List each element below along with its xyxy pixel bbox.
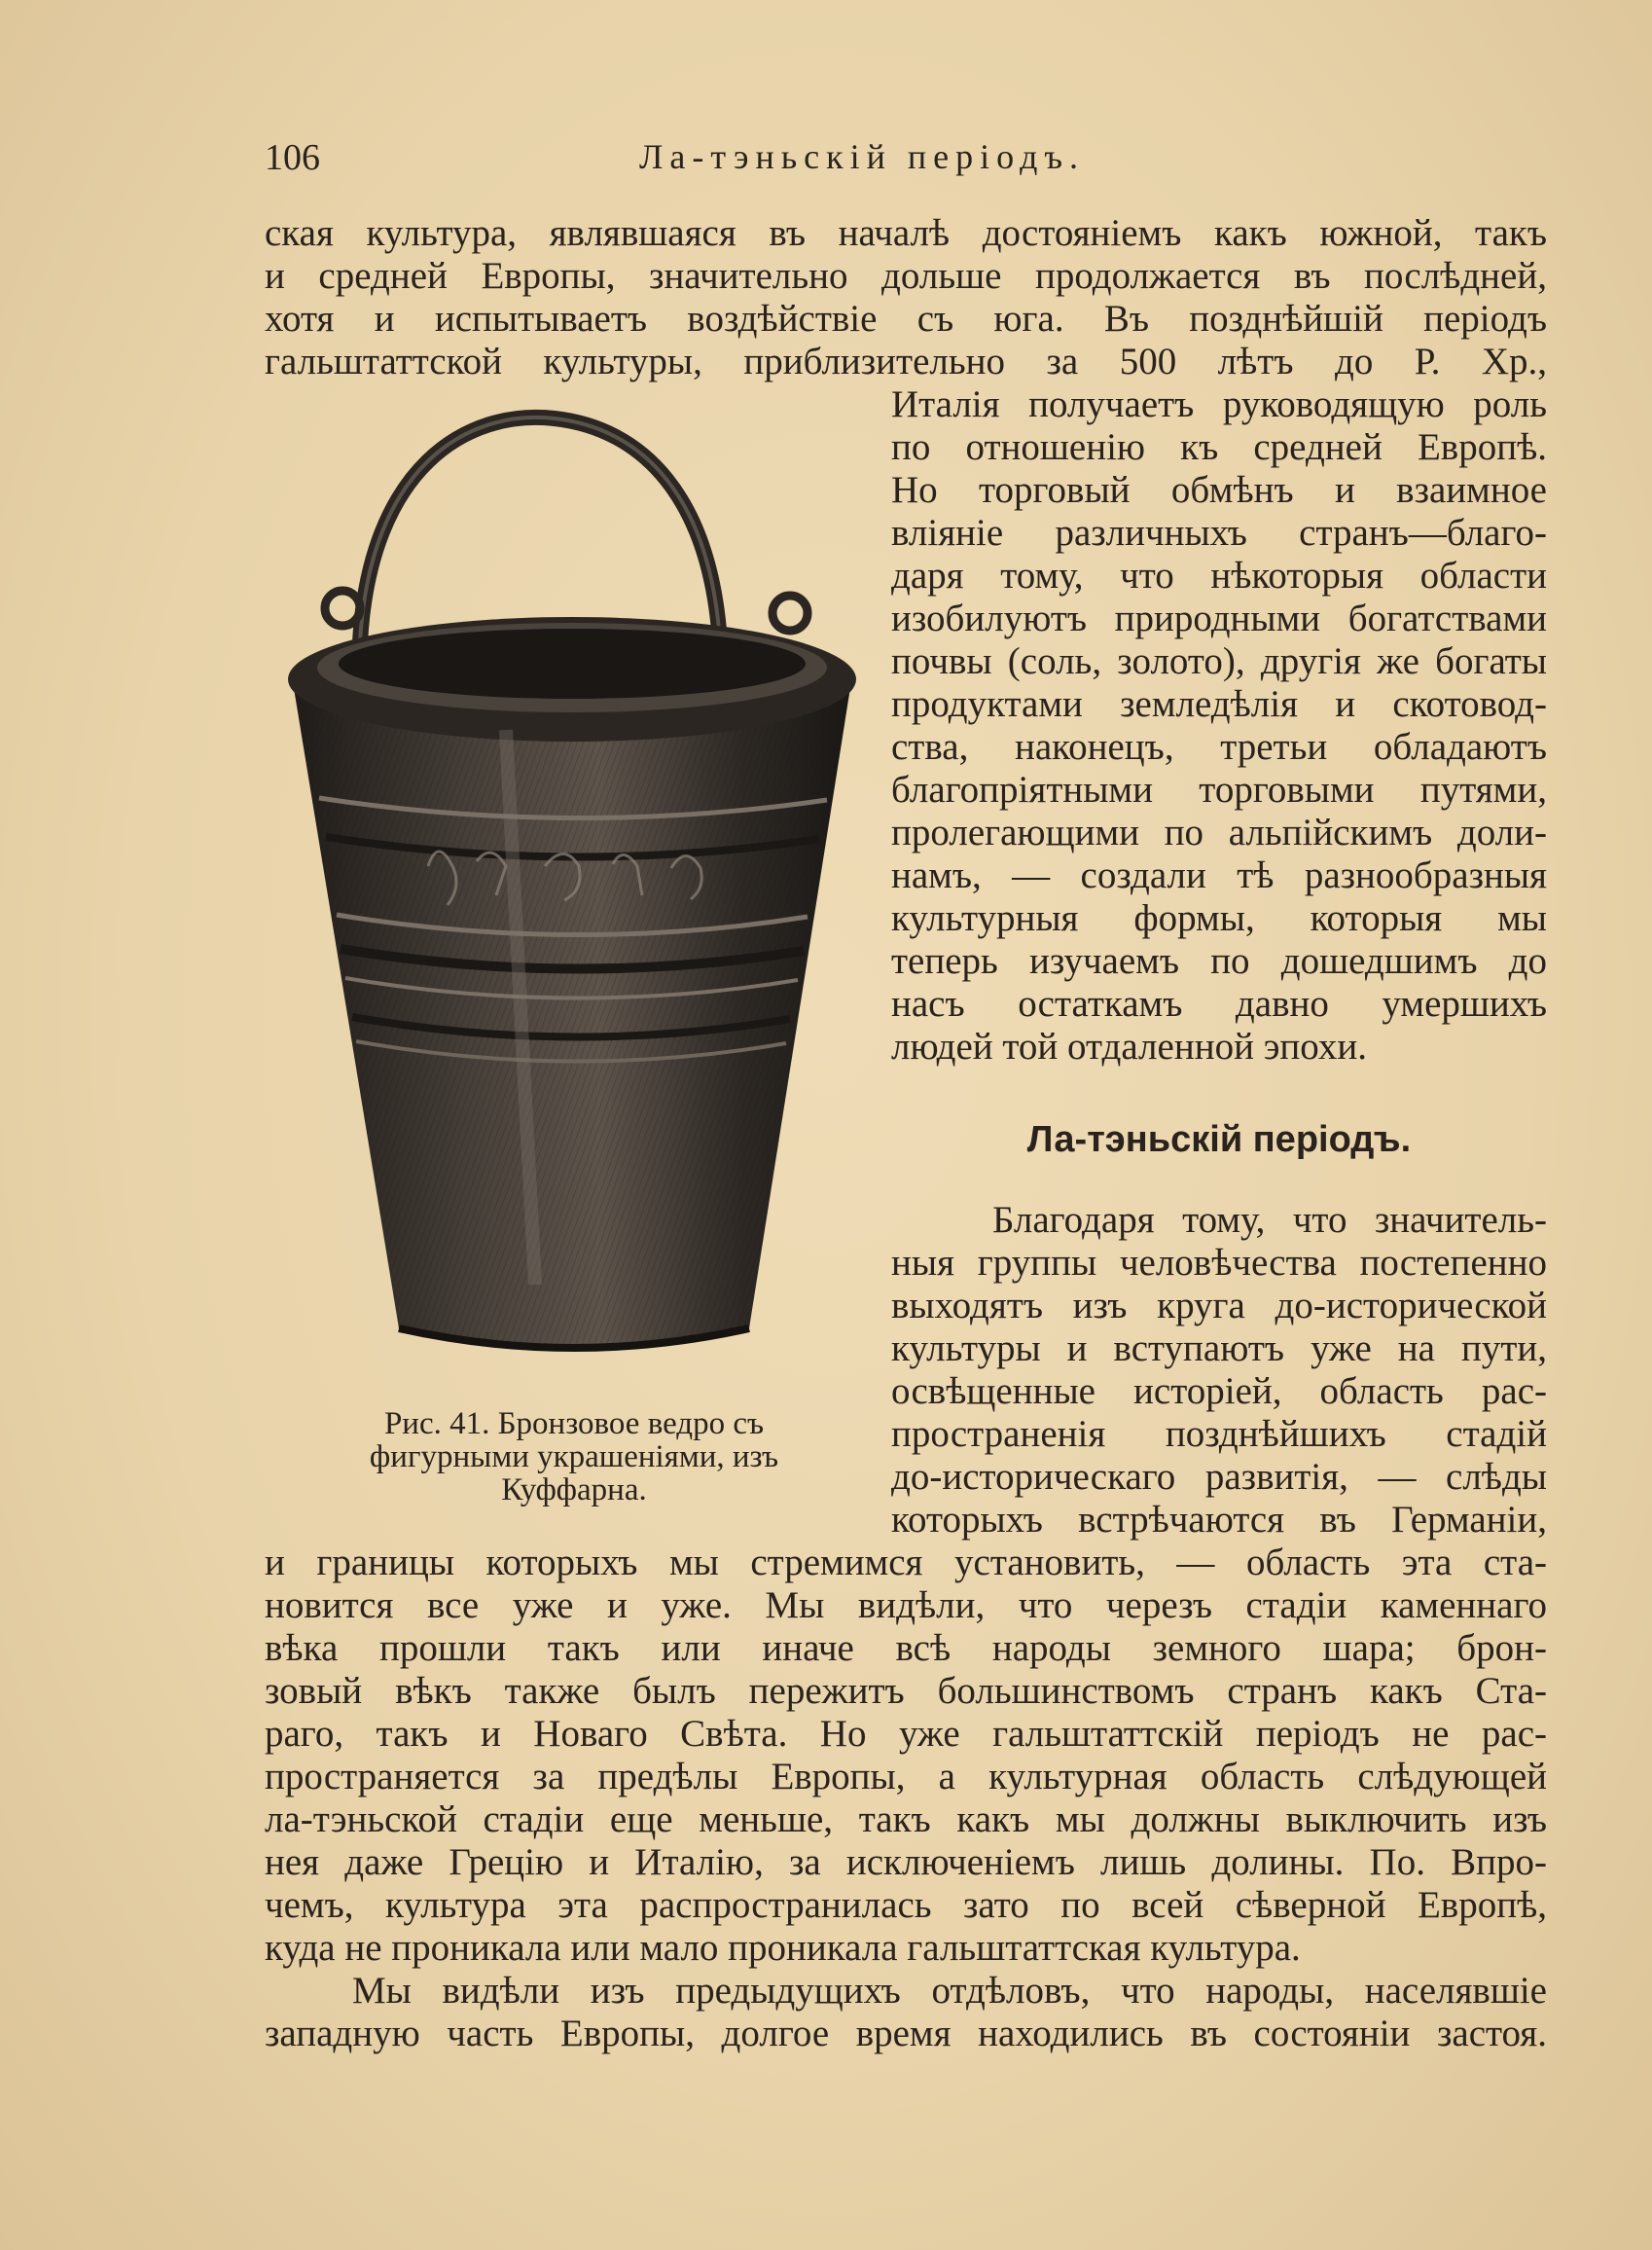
caption-line: фигурными украшеніями, изъ: [369, 1439, 779, 1474]
body-line: нея даже Грецію и Италію, за исключеніемъ лишь долины. По. Впро-: [265, 1841, 1547, 1883]
body-line: почвы (соль, золото), другія же богаты: [891, 640, 1547, 682]
body-line: пространяется за предѣлы Европы, а культурная область слѣдующей: [265, 1756, 1547, 1797]
body-line: Мы видѣли изъ предыдущихъ отдѣловъ, что народы, населявшіе: [352, 1970, 1547, 2012]
body-line: которыхъ встрѣчаются въ Германіи,: [891, 1499, 1547, 1541]
bronze-bucket-figure: [282, 409, 866, 1401]
body-line: ства, наконецъ, третьи обладаютъ: [891, 726, 1547, 768]
body-line: пролегающими по альпійскимъ доли-: [891, 812, 1547, 853]
body-line: раго, такъ и Новаго Свѣта. Но уже гальштаттскій періодъ не рас-: [265, 1713, 1547, 1755]
body-line: гальштаттской культуры, приблизительно за 500 лѣтъ до Р. Хр.,: [265, 341, 1547, 382]
page-header: [265, 136, 1547, 185]
body-line: Италія получаетъ руководящую роль: [891, 383, 1547, 425]
body-line: теперь изучаемъ по дошедшимъ до: [891, 940, 1547, 982]
body-line: пространенія позднѣйшихъ стадій: [891, 1413, 1547, 1455]
body-line: западную часть Европы, долгое время находились въ состояніи застоя.: [265, 2013, 1547, 2054]
body-line: культуры и вступаютъ уже на пути,: [891, 1327, 1547, 1369]
body-line: благопріятными торговыми путями,: [891, 769, 1547, 811]
body-line: ла-тэньской стадіи еще меньше, такъ какъ мы должны выключить изъ: [265, 1798, 1547, 1840]
body-line: продуктами земледѣлія и скотовод-: [891, 683, 1547, 725]
body-line: ская культура, являвшаяся въ началѣ достояніемъ какъ южной, такъ: [265, 212, 1547, 254]
bucket-handle: [360, 417, 720, 642]
body-line: новится все уже и уже. Мы видѣли, что черезъ стадіи каменнаго: [265, 1584, 1547, 1626]
body-line: выходятъ изъ круга до-исторической: [891, 1285, 1547, 1326]
body-line: и границы которыхъ мы стремимся установить, — область эта ста-: [265, 1542, 1547, 1583]
running-title: Ла-тэньскій періодъ.: [639, 137, 1086, 176]
section-heading: Ла-тэньскій періодъ.: [1026, 1119, 1412, 1160]
bronze-bucket-illustration: [282, 409, 866, 1401]
body-line: изобилуютъ природными богатствами: [891, 598, 1547, 639]
body-line: по отношенію къ средней Европѣ.: [891, 426, 1547, 468]
body-line: и средней Европы, значительно дольше продолжается въ послѣдней,: [265, 255, 1547, 297]
body-line: ныя группы человѣчества постепенно: [891, 1242, 1547, 1284]
body-line: даря тому, что нѣкоторыя области: [891, 555, 1547, 597]
body-line: до-историческаго развитія, — слѣды: [891, 1456, 1547, 1498]
body-line: Но торговый обмѣнъ и взаимное: [891, 469, 1547, 511]
body-line: намъ, — создали тѣ разнообразныя: [891, 854, 1547, 896]
body-line: куда не проникала или мало проникала гальштаттская культура.: [265, 1927, 1301, 1969]
body-line: вѣка прошли такъ или иначе всѣ народы земного шара; брон-: [265, 1627, 1547, 1669]
body-line: зовый вѣкъ также былъ пережитъ большинствомъ странъ какъ Ста-: [265, 1670, 1547, 1712]
page-number: 106: [265, 137, 320, 178]
body-line: Благодаря тому, что значитель-: [992, 1199, 1547, 1241]
body-line: вліяніе различныхъ странъ—благо-: [891, 512, 1547, 554]
body-line: хотя и испытываетъ воздѣйствіе съ юга. Въ позднѣйшій періодъ: [265, 298, 1547, 340]
body-line: культурныя формы, которыя мы: [891, 897, 1547, 939]
body-line: освѣщенные исторіей, область рас-: [891, 1370, 1547, 1412]
body-line: людей той отдаленной эпохи.: [891, 1026, 1367, 1068]
caption-line: Рис. 41. Бронзовое ведро съ: [383, 1406, 765, 1441]
body-line: насъ остаткамъ давно умершихъ: [891, 983, 1547, 1025]
figure-caption: [282, 1407, 866, 1506]
caption-line: Куффарна.: [501, 1472, 647, 1507]
body-line: чемъ, культура эта распространилась зато по всей сѣверной Европѣ,: [265, 1884, 1547, 1926]
